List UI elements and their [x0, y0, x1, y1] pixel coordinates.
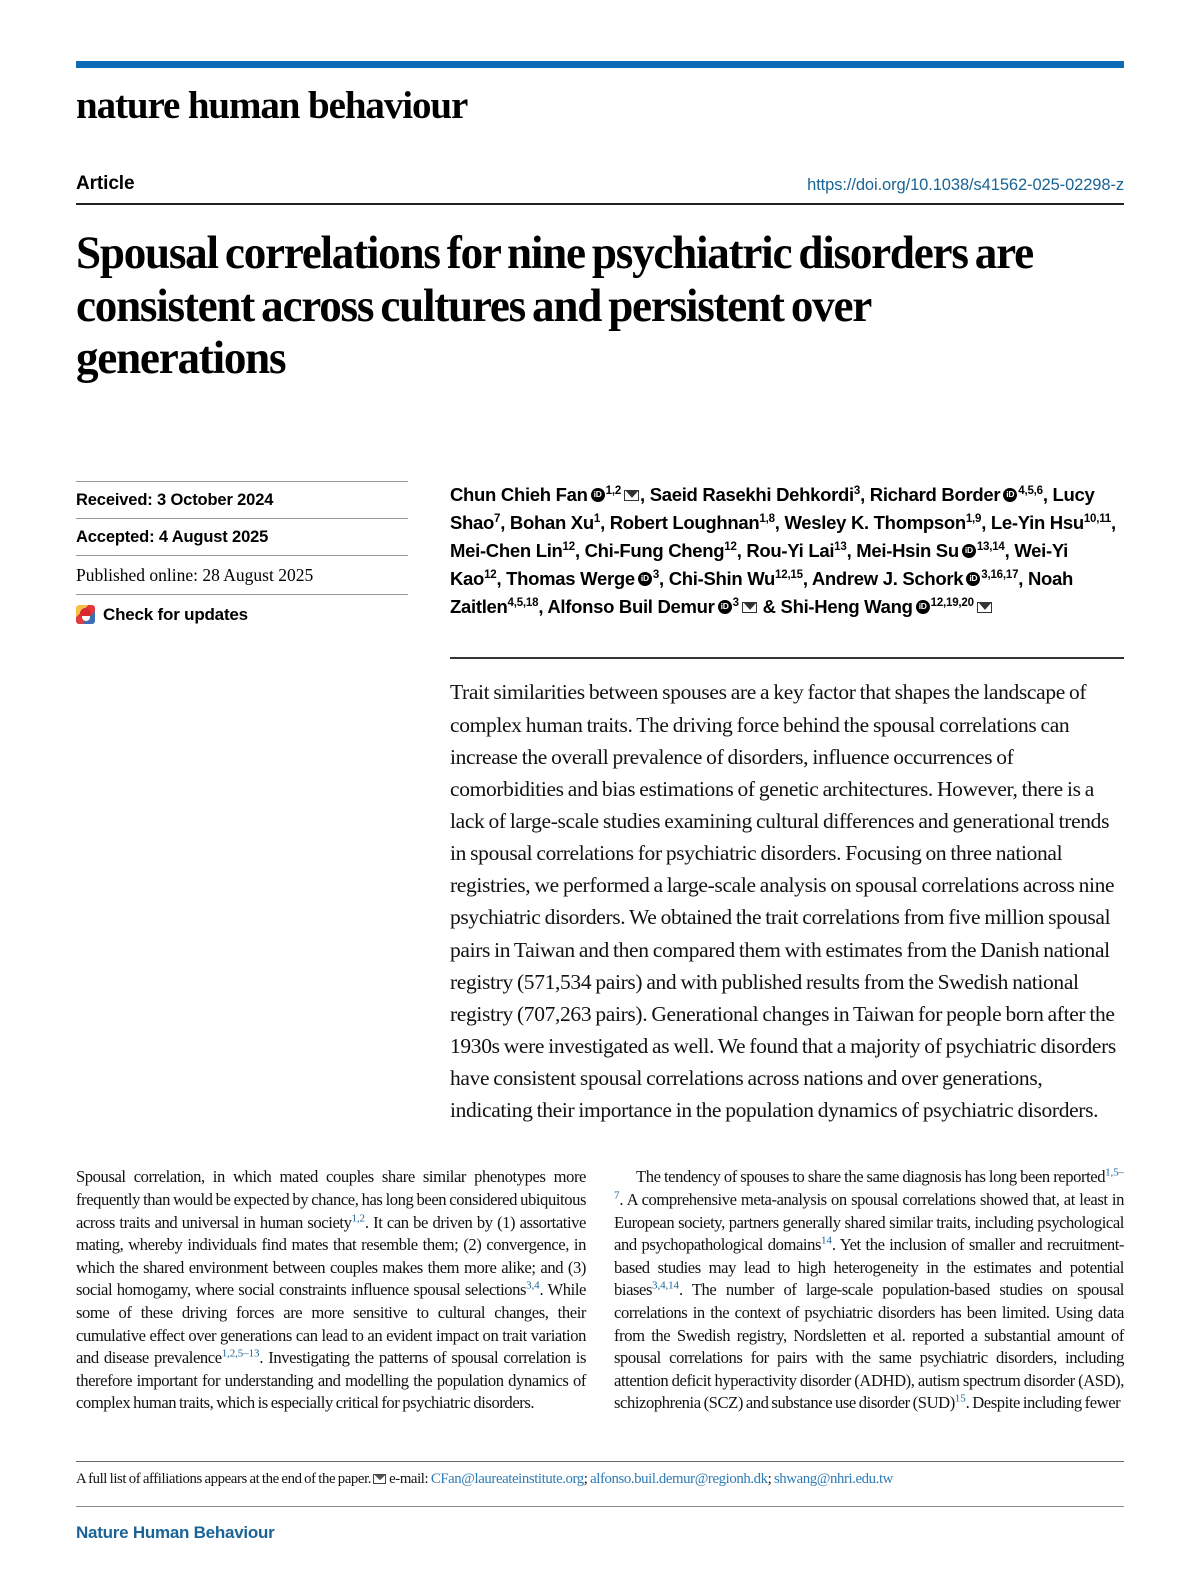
- affiliation-superscript: 3: [853, 484, 861, 497]
- author-separator: &: [757, 596, 781, 618]
- check-for-updates-label: Check for updates: [103, 604, 248, 624]
- affiliations-and-email-note: [76, 1462, 1124, 1488]
- envelope-icon[interactable]: [977, 602, 992, 613]
- author-separator: ,: [774, 511, 785, 533]
- received-date: Received: 3 October 2024: [76, 481, 408, 518]
- brand-accent-rule: [76, 61, 1124, 68]
- affiliation-superscript: 13: [834, 540, 847, 553]
- orcid-icon[interactable]: [591, 488, 605, 502]
- author-separator: ,: [802, 568, 812, 590]
- affiliation-superscript: 4,5,6: [1018, 484, 1043, 497]
- author-name[interactable]: Wesley K. Thompson: [784, 511, 966, 533]
- orcid-icon[interactable]: [962, 544, 976, 558]
- article-type-label: Article: [76, 173, 135, 194]
- affiliation-superscript: 3,16,17: [981, 569, 1019, 582]
- affiliation-superscript: 7: [494, 512, 501, 525]
- email-label: e-mail:: [389, 1471, 429, 1487]
- body-column-left: [76, 1166, 586, 1415]
- author-separator: ,: [496, 568, 507, 590]
- author-name[interactable]: Mei-Hsin Su: [856, 540, 959, 562]
- affiliation-superscript: 4,5,18: [507, 597, 539, 610]
- author-list: [450, 481, 1124, 622]
- accepted-date: Accepted: 4 August 2025: [76, 518, 408, 555]
- citation-ref[interactable]: 1,5–7: [614, 1166, 1124, 1202]
- author-separator: ,: [640, 483, 650, 505]
- citation-ref[interactable]: 1,2: [351, 1212, 365, 1225]
- doi-link[interactable]: https://doi.org/10.1038/s41562-025-02298-z: [807, 176, 1124, 194]
- body-column-right: [614, 1166, 1124, 1415]
- publication-history-column: [76, 481, 408, 1127]
- affiliation-superscript: 1,8: [759, 512, 775, 525]
- email-link[interactable]: shwang@nhri.edu.tw: [773, 1471, 893, 1487]
- body-columns: [76, 1166, 1124, 1415]
- citation-ref[interactable]: 1,2,5–13: [221, 1347, 260, 1360]
- check-for-updates-button[interactable]: [76, 594, 408, 633]
- author-name[interactable]: Alfonso Buil Demur: [547, 596, 715, 618]
- paragraph-intro-left: [76, 1166, 586, 1415]
- paragraph-intro-right: [614, 1166, 1124, 1415]
- affiliation-superscript: 1,2: [605, 484, 622, 497]
- author-name[interactable]: Le-Yin Hsu: [990, 511, 1084, 533]
- affiliation-superscript: 12,19,20: [930, 597, 974, 610]
- author-separator: ,: [1111, 511, 1116, 533]
- affiliation-superscript: 3: [652, 569, 660, 582]
- affiliation-superscript: 1: [593, 512, 601, 525]
- citation-ref[interactable]: 15: [954, 1392, 966, 1405]
- author-separator: ,: [1042, 483, 1053, 505]
- author-name[interactable]: Robert Loughnan: [609, 511, 760, 533]
- page-footer: [76, 1461, 1124, 1543]
- author-name[interactable]: Saeid Rasekhi Dehkordi: [649, 483, 854, 505]
- author-name[interactable]: Chi-Shin Wu: [668, 568, 776, 590]
- affiliations-note: A full list of affiliations appears at the end of the paper.: [76, 1471, 372, 1487]
- author-name[interactable]: Noah Zaitlen: [450, 568, 1074, 618]
- authors-and-abstract-column: [408, 481, 1124, 1127]
- affiliation-superscript: 12: [562, 540, 575, 553]
- email-separator: ;: [583, 1471, 591, 1487]
- author-separator: ,: [600, 511, 610, 533]
- affiliation-superscript: 12: [724, 540, 737, 553]
- text-run: . It can be driven by (1) assortative mating, whereby individuals find mates that resemble them; (2) convergence, in which the shared environment between couples makes them more alike; and (3) social homogamy, where social constraints influence spousal selections: [76, 1212, 586, 1300]
- author-name[interactable]: Rou-Yi Lai: [746, 540, 835, 562]
- affiliation-superscript: 12,15: [775, 569, 803, 582]
- article-header-row: [76, 173, 1124, 205]
- author-name[interactable]: Chi-Fung Cheng: [584, 540, 725, 562]
- text-run: . Investigating the patterns of spousal correlation is therefore important for understanding and modelling the population dynamics of complex human traits, which is especially critical for psychiatric disorders.: [76, 1348, 586, 1413]
- meta-author-wrapper: [76, 481, 1124, 1127]
- author-separator: ,: [981, 511, 991, 533]
- text-run: . Yet the inclusion of smaller and recruitment-based studies may lead to high heterogeneity in the estimates and potential biases: [614, 1235, 1125, 1300]
- author-separator: ,: [1004, 540, 1015, 562]
- author-name[interactable]: Shi-Heng Wang: [780, 596, 913, 618]
- author-name[interactable]: Lucy Shao: [450, 483, 1095, 533]
- text-run: . Despite including fewer: [965, 1393, 1121, 1413]
- page-title: Spousal correlations for nine psychiatric disorders are consistent across cultures and persistent over generations: [76, 227, 1033, 385]
- email-separator: ;: [767, 1471, 774, 1487]
- text-run: The tendency of spouses to share the same diagnosis has long been reported: [636, 1167, 1106, 1187]
- orcid-icon[interactable]: [638, 572, 652, 586]
- journal-divider: [76, 1506, 1124, 1507]
- author-separator: ,: [538, 596, 548, 618]
- author-separator: ,: [846, 540, 857, 562]
- author-name[interactable]: Andrew J. Schork: [811, 568, 964, 590]
- crossmark-icon: [76, 605, 95, 624]
- author-separator: ,: [574, 540, 585, 562]
- abstract-text: Trait similarities between spouses are a key factor that shapes the landscape of complex human traits. The driving force behind the spousal correlations can increase the overall prevalence of disorders, influence occurrences of comorbidities and bias estimations of genetic architectures. However, there is a lack of large-scale studies examining cultural differences and generational trends in spousal correlations for psychiatric disorders. Focusing on three national registries, we performed a large-scale analysis on spousal correlations across nine psychiatric disorders. We obtained the trait correlations from five million spousal pairs in Taiwan and then compared them with estimates from the Danish national registry (571,534 pairs) and with published results from the Swedish national registry (707,263 pairs). Generational changes in Taiwan for people born after the 1930s were investigated as well. We found that a majority of psychiatric disorders have consistent spousal correlations across nations and over generations, indicating their importance in the population dynamics of psychiatric disorders.: [450, 657, 1124, 1126]
- text-run: Spousal correlation, in which mated couples share similar phenotypes more frequently than would be expected by chance, has long been considered ubiquitous across traits and universal in human society: [76, 1167, 586, 1232]
- author-name[interactable]: Mei-Chen Lin: [450, 540, 563, 562]
- affiliation-superscript: 1,9: [965, 512, 982, 525]
- author-name[interactable]: Thomas Werge: [506, 568, 635, 590]
- author-separator: ,: [500, 511, 510, 533]
- affiliation-superscript: 3: [732, 597, 739, 610]
- author-separator: ,: [1018, 568, 1028, 590]
- affiliation-superscript: 13,14: [976, 540, 1005, 553]
- journal-masthead: nature human behaviour: [76, 84, 468, 127]
- email-link[interactable]: alfonso.buil.demur@regionh.dk: [590, 1471, 768, 1487]
- author-name[interactable]: Richard Border: [869, 483, 1001, 505]
- envelope-icon[interactable]: [624, 490, 639, 501]
- author-name[interactable]: Chun Chieh Fan: [450, 483, 588, 505]
- text-run: . While some of these driving forces are more sensitive to cultural changes, their cumulative effect over generations can lead to an evident impact on trait variation and disease prevalence: [76, 1280, 586, 1368]
- author-separator: ,: [736, 540, 747, 562]
- orcid-icon[interactable]: [1003, 488, 1017, 502]
- citation-ref[interactable]: 14: [821, 1234, 832, 1247]
- text-run: . A comprehensive meta-analysis on spousal correlations showed that, at least in European society, partners generally shared similar traits, including psychological and psychopathological domains: [614, 1190, 1124, 1255]
- author-separator: ,: [860, 483, 870, 505]
- citation-ref[interactable]: 3,4,14: [652, 1279, 679, 1292]
- orcid-icon[interactable]: [718, 600, 732, 614]
- email-link[interactable]: CFan@laureateinstitute.org: [430, 1471, 584, 1487]
- text-run: . The number of large-scale population-based studies on spousal correlations in the context of psychiatric disorders has been limited. Using data from the Swedish registry, Nordsletten et al. reported a substantial amount of spousal correlations for pairs with the same psychiatric disorders, including attention deficit hyperactivity disorder (ADHD), autism spectrum disorder (ASD), schizophrenia (SCZ) and substance use disorder (SUD): [614, 1280, 1124, 1413]
- author-name[interactable]: Bohan Xu: [509, 511, 594, 533]
- orcid-icon[interactable]: [966, 572, 980, 586]
- email-link-list: [431, 1471, 893, 1487]
- author-separator: ,: [659, 568, 669, 590]
- published-online-date: Published online: 28 August 2025: [76, 555, 408, 594]
- affiliation-superscript: 12: [484, 569, 497, 582]
- orcid-icon[interactable]: [916, 600, 930, 614]
- envelope-icon: [373, 1474, 386, 1484]
- journal-footer-name: Nature Human Behaviour: [76, 1523, 275, 1542]
- envelope-icon[interactable]: [742, 602, 757, 613]
- author-name[interactable]: Wei-Yi Kao: [450, 540, 1069, 590]
- citation-ref[interactable]: 3,4: [526, 1279, 540, 1292]
- affiliation-superscript: 10,11: [1083, 512, 1111, 525]
